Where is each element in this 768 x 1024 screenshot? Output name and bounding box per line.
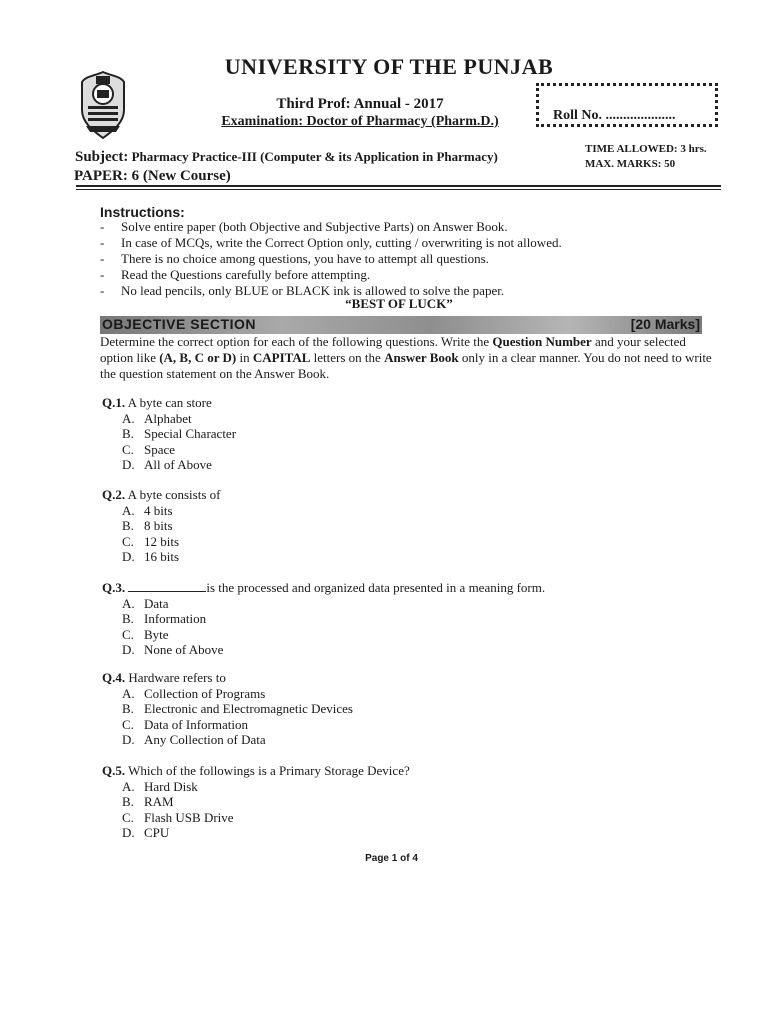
option-item bbox=[102, 701, 353, 717]
option-item bbox=[102, 732, 353, 748]
directions-emphasis: CAPITAL bbox=[252, 350, 311, 365]
question-1 bbox=[102, 395, 236, 473]
directions-text: in bbox=[236, 350, 253, 365]
option-letter: C. bbox=[122, 626, 134, 642]
option-item bbox=[102, 426, 236, 442]
question-number: Q.3. bbox=[102, 580, 126, 595]
option-letter: A. bbox=[122, 410, 135, 426]
option-item bbox=[102, 457, 236, 473]
option-text: 4 bits bbox=[144, 502, 173, 518]
roll-number-box bbox=[536, 83, 718, 127]
option-text: Data bbox=[144, 595, 169, 611]
option-letter: C. bbox=[122, 809, 134, 825]
option-letter: C. bbox=[122, 716, 134, 732]
objective-directions bbox=[100, 334, 712, 382]
option-text: RAM bbox=[144, 794, 174, 809]
option-text: Byte bbox=[144, 626, 169, 642]
option-letter: B. bbox=[122, 701, 134, 716]
option-item bbox=[102, 596, 545, 612]
page-number: Page 1 of 4 bbox=[365, 853, 418, 864]
option-text: None of Above bbox=[144, 642, 224, 657]
option-item bbox=[102, 549, 220, 565]
option-text: 16 bits bbox=[144, 549, 180, 564]
option-item bbox=[102, 642, 545, 658]
instruction-item: - There is no choice among questions, you have to attempt all questions. bbox=[100, 251, 562, 267]
option-text: Information bbox=[144, 611, 207, 626]
instructions-list bbox=[100, 219, 562, 299]
question-number: Q.4. bbox=[102, 670, 126, 685]
option-text: Space bbox=[144, 441, 176, 457]
option-item bbox=[102, 503, 220, 519]
option-text: Alphabet bbox=[144, 410, 192, 426]
option-letter: C. bbox=[122, 533, 134, 549]
option-item bbox=[102, 518, 220, 534]
instruction-item: - Solve entire paper (both Objective and Subjective Parts) on Answer Book. bbox=[100, 219, 562, 235]
instruction-item: - In case of MCQs, write the Correct Option only, cutting / overwriting is not allowed. bbox=[100, 235, 562, 251]
exam-session: Third Prof: Annual - 2017 bbox=[276, 96, 444, 112]
option-text: Electronic and Electromagnetic Devices bbox=[144, 701, 353, 716]
best-of-luck: “BEST OF LUCK” bbox=[345, 296, 453, 311]
option-item bbox=[102, 534, 220, 550]
instruction-item: - Read the Questions carefully before attempting. bbox=[100, 267, 562, 283]
paper-number: PAPER: 6 (New Course) bbox=[74, 168, 231, 184]
question-number: Q.1. bbox=[102, 395, 126, 410]
subject-line bbox=[75, 149, 498, 166]
directions-emphasis: Answer Book bbox=[384, 350, 459, 365]
option-text: Flash USB Drive bbox=[144, 809, 234, 825]
question-text: Hardware refers to bbox=[125, 670, 226, 685]
option-letter: A. bbox=[122, 778, 135, 794]
objective-section-marks: [20 Marks] bbox=[630, 316, 700, 332]
question-5 bbox=[102, 763, 410, 841]
directions-emphasis: (A, B, C or D) bbox=[159, 350, 237, 365]
option-letter: D. bbox=[122, 549, 135, 564]
exam-meta bbox=[585, 142, 707, 172]
subject-label: Subject: bbox=[75, 149, 129, 165]
option-letter: B. bbox=[122, 611, 134, 626]
directions-text: only in a clear manner. You do not need to write the question statement on the Answer Book. bbox=[100, 350, 712, 381]
option-item bbox=[102, 779, 410, 795]
option-item bbox=[102, 627, 545, 643]
examination-program: Examination: Doctor of Pharmacy (Pharm.D.) bbox=[221, 114, 499, 129]
option-text: CPU bbox=[144, 825, 170, 840]
option-text: Data of Information bbox=[144, 716, 248, 732]
fill-in-blank bbox=[128, 581, 206, 592]
directions-text: letters on the bbox=[310, 350, 385, 365]
question-2 bbox=[102, 487, 220, 565]
option-text: Hard Disk bbox=[144, 778, 198, 794]
option-letter: B. bbox=[122, 518, 134, 533]
option-item bbox=[102, 717, 353, 733]
roll-number-label: Roll No. .................... bbox=[553, 108, 676, 123]
header-divider-top bbox=[76, 185, 721, 187]
option-item bbox=[102, 442, 236, 458]
option-text: 8 bits bbox=[144, 518, 173, 533]
option-letter: D. bbox=[122, 732, 135, 747]
option-letter: A. bbox=[122, 595, 135, 611]
time-allowed: TIME ALLOWED: 3 hrs. bbox=[585, 143, 707, 155]
option-text: Any Collection of Data bbox=[144, 732, 266, 747]
header-divider-bottom bbox=[76, 189, 721, 190]
directions-text: and your selected option like bbox=[100, 334, 686, 365]
option-letter: B. bbox=[122, 426, 134, 441]
option-item bbox=[102, 611, 545, 627]
question-text: Which of the followings is a Primary Storage Device? bbox=[125, 763, 410, 778]
question-number: Q.5. bbox=[102, 763, 126, 778]
question-4 bbox=[102, 670, 353, 748]
question-3 bbox=[102, 580, 545, 658]
option-item bbox=[102, 686, 353, 702]
option-letter: A. bbox=[122, 685, 135, 701]
option-letter: D. bbox=[122, 825, 135, 840]
option-letter: C. bbox=[122, 441, 134, 457]
option-item bbox=[102, 411, 236, 427]
question-text: A byte consists of bbox=[125, 487, 221, 502]
university-title: UNIVERSITY OF THE PUNJAB bbox=[224, 54, 554, 79]
question-text: is the processed and organized data presented in a meaning form. bbox=[206, 580, 546, 595]
option-item bbox=[102, 810, 410, 826]
option-item bbox=[102, 825, 410, 841]
objective-section-bar bbox=[100, 316, 702, 334]
subject-value: Pharmacy Practice-III (Computer & its Application in Pharmacy) bbox=[131, 149, 498, 164]
max-marks: MAX. MARKS: 50 bbox=[585, 158, 676, 170]
university-crest-logo bbox=[76, 70, 130, 140]
instruction-item: - No lead pencils, only BLUE or BLACK ink is allowed to solve the paper. bbox=[100, 283, 562, 299]
objective-section-title: OBJECTIVE SECTION bbox=[102, 316, 256, 332]
question-number: Q.2. bbox=[102, 487, 126, 502]
option-letter: A. bbox=[122, 502, 135, 518]
directions-emphasis: Question Number bbox=[492, 334, 592, 349]
option-text: Special Character bbox=[144, 426, 237, 441]
option-item bbox=[102, 794, 410, 810]
option-letter: D. bbox=[122, 642, 135, 657]
option-letter: D. bbox=[122, 457, 135, 472]
option-text: All of Above bbox=[144, 457, 212, 472]
option-text: 12 bits bbox=[144, 533, 180, 549]
option-text: Collection of Programs bbox=[144, 685, 266, 701]
directions-text: Determine the correct option for each of the following questions. Write the bbox=[100, 334, 493, 349]
question-text: A byte can store bbox=[125, 395, 212, 410]
option-letter: B. bbox=[122, 794, 134, 809]
instructions-heading: Instructions: bbox=[100, 204, 185, 220]
